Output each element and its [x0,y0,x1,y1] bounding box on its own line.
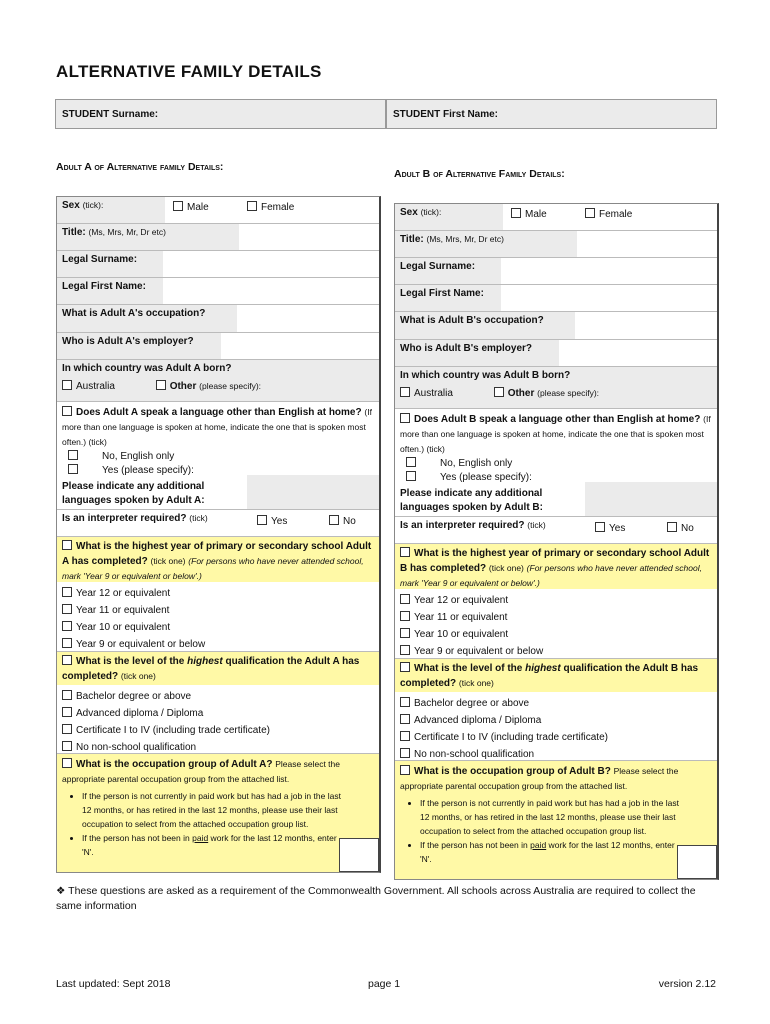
sex-row: Sex (tick): Male Female [57,197,379,223]
legal-first-name-row[interactable]: Legal First Name: [395,284,717,311]
interpreter-no-checkbox[interactable]: No [329,515,356,527]
other-country-checkbox[interactable]: Other (please specify): [156,381,261,392]
occupation-group-answer-box[interactable] [339,838,379,872]
interpreter-yes-checkbox[interactable]: Yes [257,515,287,527]
no-english-checkbox[interactable]: No, English only [62,450,374,464]
school-options [395,589,717,658]
occupation-group-question: What is the occupation group of Adult B? Please select the appropriate parental occupation group from the attached list. • If the person is not currently in paid work but has had a job in the last 12 months, or has retired in the last 12 months, please use their last occupation to select from the attached occupation group list. • If the person has not been in paid work for the last 12 months, enter 'N'. [395,760,717,879]
other-country-checkbox[interactable]: Other (please specify): [494,388,599,399]
male-checkbox[interactable]: Male [511,208,547,220]
country-born-row: In which country was Adult A born? Australia Other (please specify): [57,359,379,401]
qualification-options [57,685,379,753]
qualification-question: What is the level of the highest qualification the Adult A has completed? (tick one) [57,651,379,685]
qualification-option[interactable]: No non-school qualification [62,739,374,756]
female-checkbox[interactable]: Female [247,201,294,213]
legal-first-name-row[interactable]: Legal First Name: [57,277,379,304]
female-checkbox[interactable]: Female [585,208,632,220]
occupation-group-answer-box[interactable] [677,845,717,879]
male-checkbox[interactable]: Male [173,201,209,213]
employer-row[interactable]: Who is Adult A's employer? [57,332,379,359]
school-option[interactable]: Year 11 or equivalent [400,609,712,626]
qualification-question: What is the level of the highest qualification the Adult B has completed? (tick one) [395,658,717,692]
interpreter-yes-checkbox[interactable]: Yes [595,522,625,534]
qualification-option[interactable]: Bachelor degree or above [400,695,712,712]
employer-row[interactable]: Who is Adult B's employer? [395,339,717,366]
language-row: Does Adult A speak a language other than English at home? (If more than one language is spoken at home, indicate the one that is spoken most often.) (tick) No, English only Yes (please specify): Please indicate any additional languages spoken by Adult A: [57,401,379,509]
australia-checkbox[interactable]: Australia [62,381,115,392]
qualification-option[interactable]: Bachelor degree or above [62,688,374,705]
yes-language-checkbox[interactable]: Yes (please specify): [400,471,712,485]
legal-surname-row[interactable]: Legal Surname: [395,257,717,284]
school-option[interactable]: Year 11 or equivalent [62,602,374,619]
school-option[interactable]: Year 12 or equivalent [400,592,712,609]
additional-languages-field[interactable] [247,475,379,509]
footnote: ❖ These questions are asked as a requirement of the Commonwealth Government. All schools across Australia are required to collect the same information [56,885,696,912]
school-option[interactable]: Year 10 or equivalent [400,626,712,643]
country-born-row: In which country was Adult B born? Australia Other (please specify): [395,366,717,408]
occupation-group-question: What is the occupation group of Adult A? Please select the appropriate parental occupation group from the attached list. • If the person is not currently in paid work but has had a job in the last 12 months, or has retired in the last 12 months, please use their last occupation to select from the attached occupation group list. • If the person has not been in paid work for the last 12 months, enter 'N'. [57,753,379,872]
no-english-checkbox[interactable]: No, English only [400,457,712,471]
yes-language-checkbox[interactable]: Yes (please specify): [62,464,374,478]
australia-checkbox[interactable]: Australia [400,388,453,399]
adult-a-heading: Adult A of Alternative family Details: [56,161,224,173]
title-row[interactable]: Title: (Ms, Mrs, Mr, Dr etc) [395,230,717,257]
additional-languages-field[interactable] [585,482,717,516]
language-row: Does Adult B speak a language other than English at home? (If more than one language is spoken at home, indicate the one that is spoken most often.) (tick) No, English only Yes (please specify): Please indicate any additional languages spoken by Adult B: [395,408,717,516]
student-surname-field[interactable]: STUDENT Surname: [62,109,159,120]
qualification-option[interactable]: Advanced diploma / Diploma [400,712,712,729]
qualification-options [395,692,717,760]
school-question: What is the highest year of primary or secondary school Adult B has completed? (tick one) (For persons who have never attended school, mark 'Year 9 or equivalent or below'.) [395,543,717,589]
school-option[interactable]: Year 10 or equivalent [62,619,374,636]
school-option[interactable]: Year 9 or equivalent or below [400,643,712,660]
qualification-option[interactable]: No non-school qualification [400,746,712,763]
school-options [57,582,379,651]
school-option[interactable]: Year 12 or equivalent [62,585,374,602]
page-number: page 1 [368,978,401,990]
qualification-option[interactable]: Certificate I to IV (including trade certificate) [62,722,374,739]
student-name-bar [55,99,717,129]
qualification-option[interactable]: Advanced diploma / Diploma [62,705,374,722]
last-updated: Last updated: Sept 2018 [56,978,171,990]
student-first-name-field[interactable]: STUDENT First Name: [385,100,716,128]
occupation-row[interactable]: What is Adult B's occupation? [395,311,717,339]
page-title: ALTERNATIVE FAMILY DETAILS [56,62,322,81]
sex-row: Sex (tick): Male Female [395,204,717,230]
legal-surname-row[interactable]: Legal Surname: [57,250,379,277]
title-row[interactable]: Title: (Ms, Mrs, Mr, Dr etc) [57,223,379,250]
adult-b-form [394,203,719,880]
diamond-bullet-icon: ❖ [56,885,66,897]
occupation-row[interactable]: What is Adult A's occupation? [57,304,379,332]
school-question: What is the highest year of primary or secondary school Adult A has completed? (tick one) (For persons who have never attended school, mark 'Year 9 or equivalent or below'.) [57,536,379,582]
school-option[interactable]: Year 9 or equivalent or below [62,636,374,653]
qualification-option[interactable]: Certificate I to IV (including trade certificate) [400,729,712,746]
adult-b-heading: Adult B of Alternative Family Details: [394,168,565,180]
version: version 2.12 [658,978,716,990]
interpreter-row: Is an interpreter required? (tick) Yes No [57,509,379,536]
interpreter-row: Is an interpreter required? (tick) Yes No [395,516,717,543]
adult-a-form [56,196,381,873]
interpreter-no-checkbox[interactable]: No [667,522,694,534]
